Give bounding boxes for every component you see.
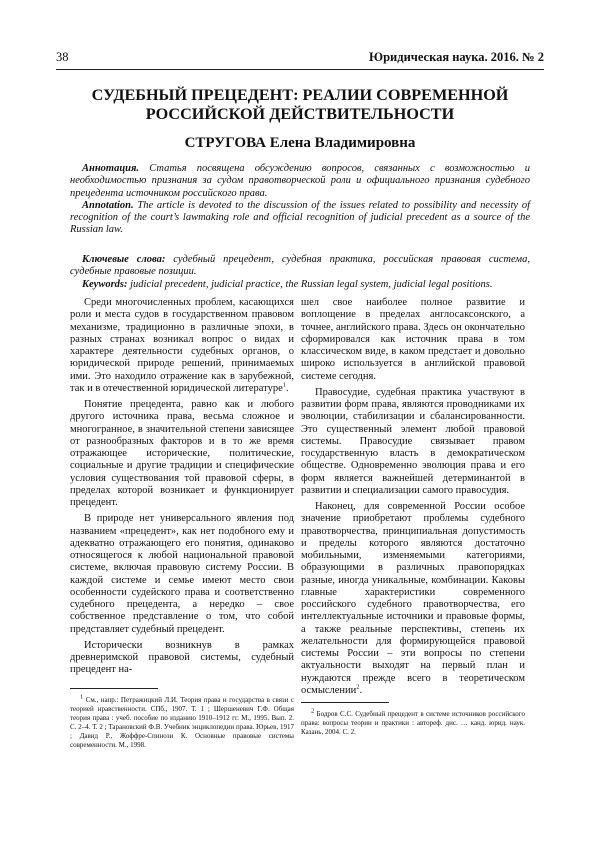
footnote-ref-2[interactable]: 2 [356,683,360,691]
body-column-left [70,297,294,681]
keywords-en [70,279,530,291]
article-title-line-2: РОССИЙСКОЙ ДЕЙСТВИТЕЛЬНОСТИ [145,105,455,123]
paragraph-end: . [285,382,289,394]
body-paragraph: В природе нет универсального явления под названием «прецедент», как нет подобного ему и адекватно отражающего его понятия, одинаково относящегося к любой национальной правовой системе, включая правовую систему России. В каждой системе и семье имеют место свои особенности судейского права и соответственно судебного прецедента, а нередко – свое собственное представление о том, что собой представляет судебный прецедент. [70,513,294,635]
footnote-mark-2: 2 [311,707,315,715]
abstract-en-text: The article is devoted to the discussion of the issues related to possibility and necessity of recognition of the court’s lawmaking role and official recognition of judicial precedent as a source of the Russian law. [70,199,530,236]
header-rule [56,69,544,70]
footnote-rule-right [301,702,389,703]
footnote-2-text: Бодров С.С. Судебный прецедент в системе источников российского права: вопросы теории и практики : автореф. дис. … канд. юрид. наук. Казань, 2004. С. 2. [301,710,525,736]
article-title [70,86,530,124]
abstract-ru-label: Аннотация. [82,163,140,174]
keywords-en-label: Keywords: [82,278,128,290]
footnote-1-text: См., напр.: Петражицкий Л.И. Теория права и государства в связи с теорией нравственности. СПб., 1907. Т. 1 ; Шершеневич Г.Ф. Общая теория права : учеб. пособие по изданию 1910–1912 гг. М., 1995. Вып. 2. С. 2–4. Т. 2 ; Тарановский Ф.В. Учебник энциклопедии права. Юрьев, 1917 ; Давид Р., Жоффре-Спинози К. Основные правовые системы современности. М., 1998. [70,696,294,749]
keywords-ru [70,254,530,279]
footnote-ref-1[interactable]: 1 [282,381,286,389]
abstract [70,163,530,237]
paragraph-end: . [359,684,363,696]
article-title-line-1: СУДЕБНЫЙ ПРЕЦЕДЕНТ: РЕАЛИИ СОВРЕМЕННОЙ [91,86,509,104]
paragraph-text: Наконец, для современной России особое значение приобретают проблемы судебного правотворчества, принципиальная допустимость и пределы которого являются достаточно мобильными, изменяемыми категориями, образующими в различных правопорядках разные, иногда уникальные, комбинации. Каковы главные характеристики современного российского судебного правотворчества, его интеллектуальные источники и правовые формы, а также реальные перспективы, степень их желательности для формирующейся правовой системы России – эти вопросы по степени актуальности выходят на первый план и нуждаются прежде всего в теоретическом осмыслении [301,501,525,696]
keywords [70,254,530,291]
running-header [56,50,544,66]
body-paragraph-continued: шел свое наиболее полное развитие и воплощение в пределах англосаксонского, а точнее, английского права. Здесь он окончательно сформировался как источник права в том классическом виде, в каком предстает и довольно широко используется в английской правовой системе сегодня. [301,297,525,382]
journal-name: Юридическая наука. 2016. № 2 [369,50,544,64]
footnote-1 [70,693,294,750]
body-paragraph [70,297,294,395]
body-paragraph: Понятие прецедента, равно как и любого другого источника права, весьма сложное и многогранное, в значительной степени зависящее от разнообразных факторов и в то же время отражающее исторические, политические, социальные и другие традиции и специфические условия существования той правовой сферы, в пределах которой возникает и функционирует прецедент. [70,399,294,508]
body-paragraph: Правосудие, судебная практика участвуют в развитии форм права, являются проводниками их эволюции, стабилизации и сбалансированности. Это существенный элемент любой правовой системы. Правосудие связывает правом государственную власть в демократическом обществе. Одновременно эволюция права и его форм является важнейшей детерминантой в развитии и специализации самого правосудия. [301,386,525,496]
body-paragraph [301,501,525,697]
footnote-rule-left [70,688,158,689]
abstract-en-label: Annotation. [82,199,134,211]
page-number: 38 [56,50,69,64]
abstract-ru [70,163,530,200]
body-column-right [301,297,525,701]
keywords-ru-text: судебный прецедент, судебная практика, российская правовая система, судебные правовые позиции. [70,254,530,278]
body-paragraph: Исторически возникнув в рамках древнеримской правовой системы, судебный прецедент на- [70,639,294,676]
keywords-en-text: judicial precedent, judicial practice, the Russian legal system, judicial legal positions. [127,278,493,290]
footnote-mark-1: 1 [80,693,84,701]
abstract-ru-text: Статья посвящена обсуждению вопросов, связанных с возможностью и необходимостью признания за судом правотворческой роли и официального признания судебного прецедента источником российского права. [70,163,530,199]
abstract-en [70,200,530,237]
footnote-2 [301,707,525,737]
author-name: СТРУГОВА Елена Владимировна [184,135,416,151]
keywords-ru-label: Ключевые слова: [82,254,166,265]
paragraph-text: Среди многочисленных проблем, касающихся роли и места судов в государственном правовом механизме, традиционно в различные эпохи, в разных странах возникал вопрос о видах и характере деятельности судебных органов, о юридической природе решений, принимаемых ими. Это находило отражение как в зарубежной, так и в отечественной юридической литературе [70,297,294,394]
